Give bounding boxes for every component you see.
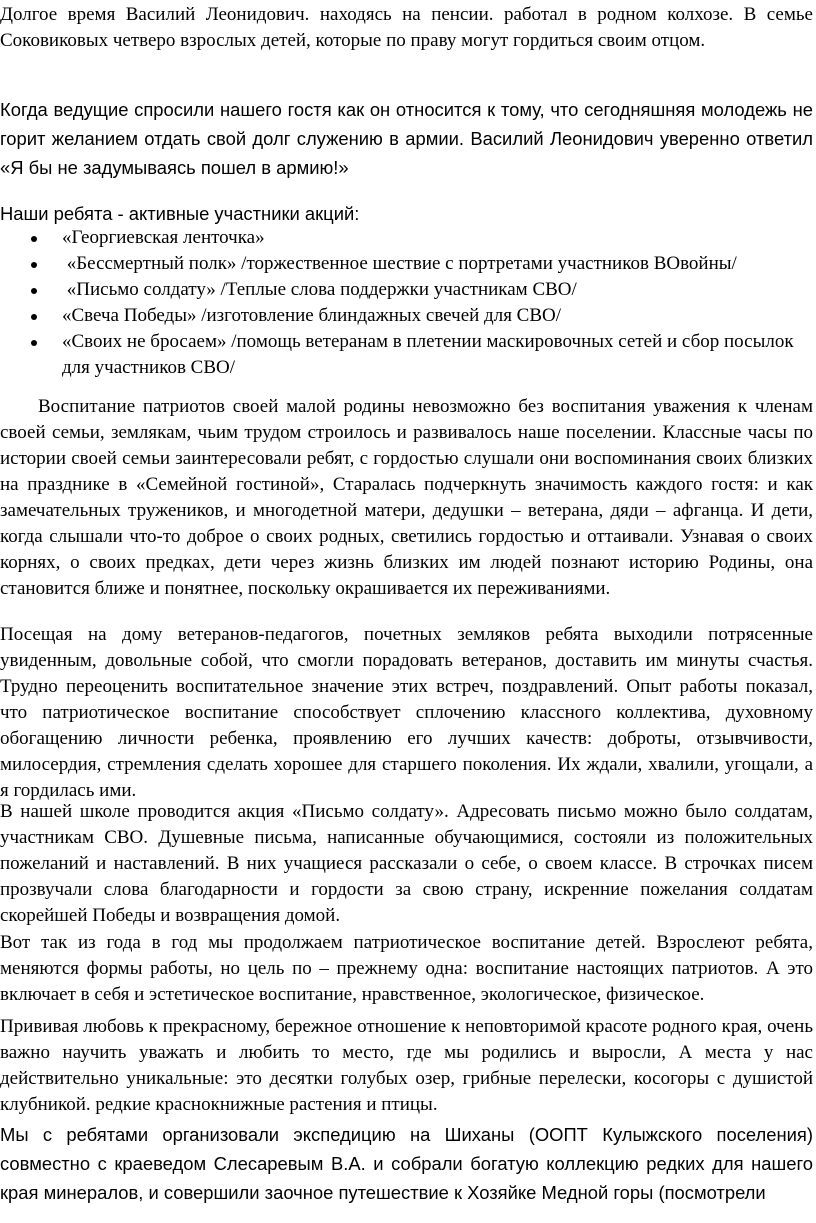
- list-item: [0, 329, 813, 381]
- list-item: [0, 225, 813, 251]
- list-item-text: «Свеча Победы» /изготовление блиндажных свечей для СВО/: [62, 305, 562, 326]
- paragraph-actions-lead: Наши ребята - активные участники акций:: [0, 203, 360, 224]
- bullet-icon: [31, 340, 37, 346]
- bullet-icon: [31, 262, 37, 268]
- bullet-icon: [31, 288, 37, 294]
- paragraph-expedition: Мы с ребятами организовали экспедицию на Шиханы (ООПТ Кулыжского поселения) совместно с краеведом Слесаревым В.А. и собрали богатую коллекцию редких для нашего края минералов, и совершили заочное путешествие к Хозяйке Медной горы (посмотрели: [0, 1124, 813, 1203]
- list-item-text: «Георгиевская ленточка»: [62, 227, 265, 248]
- paragraph-guest-answer: Когда ведущие спросили нашего гостя как он относится к тому, что сегодняшняя молодежь не горит желанием отдать свой долг служению в армии. Василий Леонидович уверенно ответил «Я бы не задумываясь пошел в армию!»: [0, 99, 813, 178]
- paragraph-year-after-year: Вот так из года в год мы продолжаем патриотическое воспитание детей. Взрослеют ребята, меняются формы работы, но цель по – прежнему одна: воспитание настоящих патриотов. А это включает в себя и эстетическое воспитание, нравственное, экологическое, физическое.: [0, 932, 813, 1005]
- paragraph-veteran-visits: Посещая на дому ветеранов-педагогов, почетных земляков ребята выходили потрясенные увиденным, довольные собой, что смогли порадовать ветеранов, доставить им минуты счастья. Трудно переоценить воспитательное значение этих встреч, поздравлений. Опыт работы показал, что патриотическое воспитание способствует сплочению классного коллектива, духовному обогащению личности ребенка, проявлению его лучших качеств: доброты, отзывчивости, милосердия, стремления сделать хорошее для старшего поколения. Их ждали, хвалили, угощали, а я гордилась ими.: [0, 624, 813, 801]
- list-item: [0, 251, 813, 277]
- actions-list: [0, 225, 813, 381]
- paragraph-love-of-nature: Прививая любовь к прекрасному, бережное отношение к неповторимой красоте родного края, очень важно научить уважать и любить то место, где мы родились и выросли, А места у нас действительно уникальные: это десятки голубых озер, грибные перелески, косогоры с душистой клубникой. редкие краснокнижные растения и птицы.: [0, 1016, 813, 1115]
- list-item: [0, 303, 813, 329]
- bullet-icon: [31, 236, 37, 242]
- paragraph-upbringing: Воспитание патриотов своей малой родины невозможно без воспитания уважения к членам своей семьи, землякам, чьим трудом строилось и развивалось наше поселении. Классные часы по истории своей семьи заинтересовали ребят, с гордостью слушали они воспоминания своих близких на празднике в «Семейной гостиной», Старалась подчеркнуть значимость каждого гостя: и как замечательных тружеников, и многодетной матери, дедушки – ветерана, дяди – афганца. И дети, когда слышали что-то доброе о своих родных, светились гордостью и оттаивали. Узнавая о своих корнях, о своих предках, дети через жизнь близких им людей познают историю Родины, она становится ближе и понятнее, поскольку окрашивается их переживаниями.: [0, 396, 813, 599]
- list-item-text: «Бессмертный полк» /торжественное шествие с портретами участников ВОвойны/: [62, 253, 737, 274]
- bullet-icon: [31, 314, 37, 320]
- list-item-text: «Своих не бросаем» /помощь ветеранам в плетении маскировочных сетей и сбор посылок для участников СВО/: [62, 331, 794, 378]
- paragraph-intro: Долгое время Василий Леонидович. находясь на пенсии. работал в родном колхозе. В семье Соковиковых четверо взрослых детей, которые по праву могут гордиться своим отцом.: [0, 4, 813, 51]
- list-item-text: «Письмо солдату» /Теплые слова поддержки участникам СВО/: [62, 279, 577, 300]
- list-item: [0, 277, 813, 303]
- paragraph-letter-to-soldier: В нашей школе проводится акция «Письмо солдату». Адресовать письмо можно было солдатам, участникам СВО. Душевные письма, написанные обучающимися, состояли из положительных пожеланий и наставлений. В них учащиеся рассказали о себе, о своем классе. В строчках писем прозвучали слова благодарности и гордости за свою страну, искренние пожелания солдатам скорейшей Победы и возвращения домой.: [0, 801, 813, 926]
